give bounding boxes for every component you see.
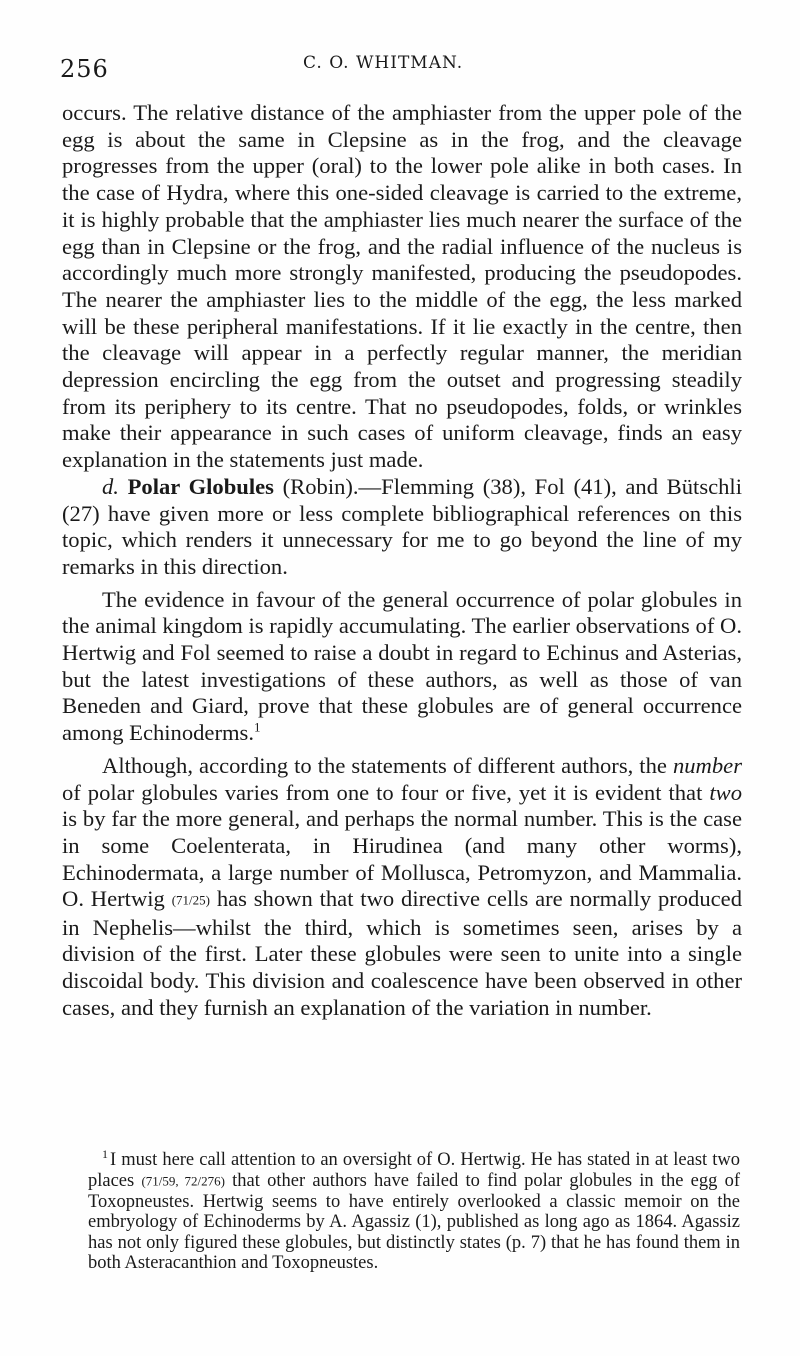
paragraph-3 bbox=[62, 587, 742, 747]
paragraph-2-text: (Robin).—Flemming (38), Fol (41), and Bütschli (27) have given more or less complete bibliographical references on this topic, which renders it unnecessary for me to go beyond the line of my remarks in this direction. bbox=[62, 473, 742, 579]
paragraph-4 bbox=[62, 753, 742, 1021]
paragraph-4-text-d: has shown that two directive cells are normally produced in Nephelis—whilst the third, which is sometimes seen, arises by a division of the first. Later these globules were seen to unite into a single discoidal body. This division and coalescence have been observed in other cases, and they furnish an explanation of the variation in number. bbox=[62, 886, 743, 1020]
footnote-text-a: I must here call attention to an oversight of O. Hertwig. He has stated in at least two places bbox=[88, 1150, 740, 1191]
emphasis-number: number bbox=[672, 752, 742, 778]
footnote-reference: 1 bbox=[254, 719, 261, 735]
footnote-citation-fractions: (71/59, 72/276) bbox=[141, 1173, 225, 1189]
running-head: C. O. WHITMAN. bbox=[303, 53, 464, 73]
body-text bbox=[62, 100, 742, 1021]
footnote-text-b: that other authors have failed to find polar globules in the egg of Toxopneustes. Hertwig seems to have entirely overlooked a classic memoir on the embryology of Echinoderms by A. Agassiz (1), published as long ago as 1864. Agassiz has not only figured these globules, but distinctly states (p. 7) that he has found them in both Asteracanthion and Toxopneustes. bbox=[88, 1170, 740, 1274]
citation-fraction: (71/25) bbox=[171, 892, 210, 908]
section-letter: d. bbox=[102, 473, 119, 499]
emphasis-two: two bbox=[709, 779, 742, 805]
page-number: 256 bbox=[60, 55, 109, 83]
paragraph-3-text: The evidence in favour of the general occurrence of polar globules in the animal kingdom is rapidly accumulating. The earlier observations of O. Hertwig and Fol seemed to raise a doubt in regard to Echinus and Asterias, but the latest investigations of these authors, as well as those of van Beneden and Giard, prove that these globules are of general occurrence among Echinoderms. bbox=[62, 586, 742, 746]
paragraph-4-text-c: is by far the more general, and perhaps the normal number. This is the case in some Coelenterata, in Hirudinea (and many other worms), Echinodermata, a large number of Mollusca, Petromyzon, and Mammalia. O. Hertwig bbox=[62, 806, 742, 912]
paragraph-1: occurs. The relative distance of the amphiaster from the upper pole of the egg is about the same in Clepsine as in the frog, and the cleavage progresses from the upper (oral) to the lower pole alike in both cases. In the case of Hydra, where this one-sided cleavage is carried to the extreme, it is highly probable that the amphiaster lies much nearer the surface of the egg than in Clepsine or the frog, and the radial influence of the nucleus is accordingly much more strongly manifested, producing the pseudopodes. The nearer the amphiaster lies to the middle of the egg, the less marked will be these peripheral manifestations. If it lie exactly in the centre, then the cleavage will appear in a perfectly regular manner, the meridian depression encircling the egg from the outset and progressing steadily from its periphery to its centre. That no pseudopodes, folds, or wrinkles make their appearance in such cases of uniform cleavage, finds an easy explanation in the statements just made. bbox=[62, 100, 742, 473]
footnote-mark: 1 bbox=[102, 1146, 108, 1161]
footnotes bbox=[88, 1146, 740, 1274]
footnote-1 bbox=[88, 1146, 740, 1274]
paragraph-4-text-b: of polar globules varies from one to four or five, yet it is evident that bbox=[62, 779, 703, 805]
paragraph-polar-globules bbox=[62, 474, 742, 581]
paragraph-4-text-a: Although, according to the statements of different authors, the bbox=[102, 752, 667, 778]
section-title: Polar Globules bbox=[127, 473, 274, 499]
